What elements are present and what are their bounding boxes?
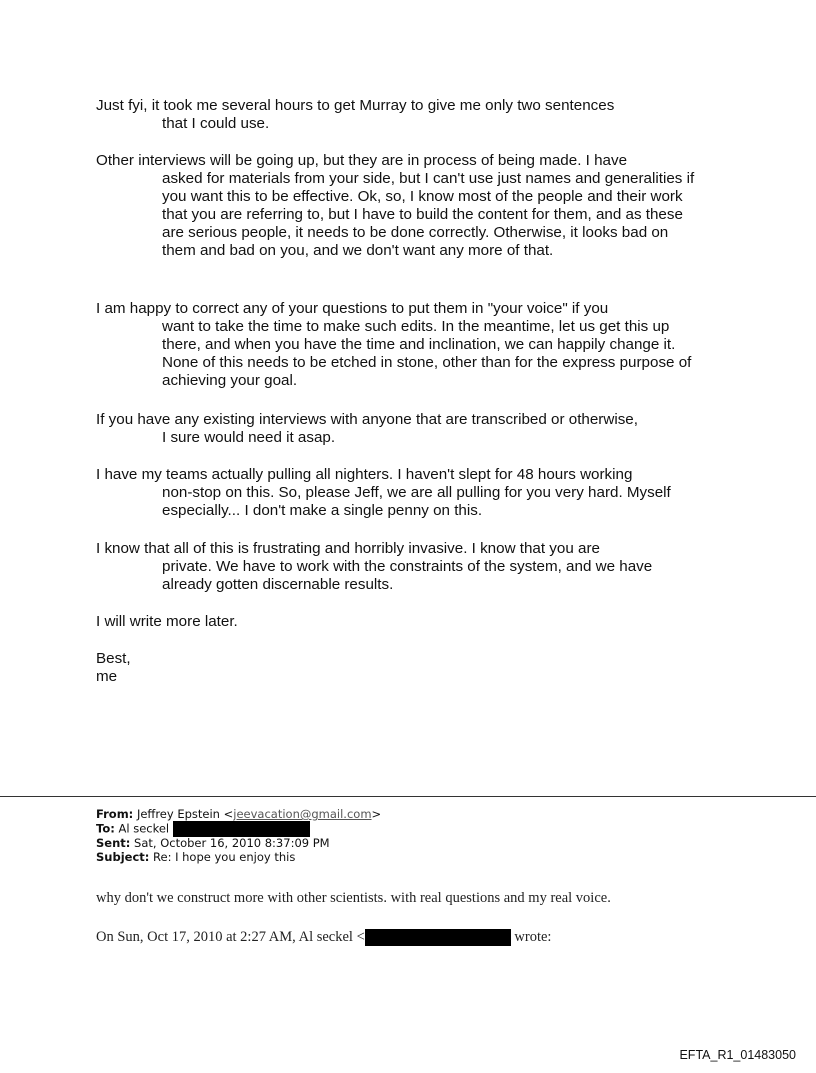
from-name: Jeffrey Epstein < <box>136 807 234 821</box>
closing-line: I will write more later. <box>96 613 238 630</box>
signature: me <box>96 668 118 685</box>
from-close: > <box>371 807 382 821</box>
paragraph-2-continuation: asked for materials from your side, but I can't use just names and generalities if you want this to be effective. Ok, so, I know most of the people and their work that you are referring to, but I have to build the content for them, and as these are serious people, it needs to be done correctly. Otherwise, it looks bad on them and bad on you, and we don't want any more of that. <box>162 170 695 259</box>
document-id: EFTA_R1_01483050 <box>679 1048 796 1062</box>
from-email-link[interactable]: jeevacation@gmail.com <box>233 807 372 821</box>
paragraph-4-first-line: If you have any existing interviews with anyone that are transcribed or otherwise, <box>96 411 638 428</box>
paragraph-2 <box>96 152 696 260</box>
paragraph-5 <box>96 466 696 520</box>
subject-label: Subject: <box>96 850 150 864</box>
from-label: From: <box>96 807 134 821</box>
paragraph-6 <box>96 540 696 594</box>
email-sent-line <box>96 836 330 850</box>
paragraph-2-first-line: Other interviews will be going up, but they are in process of being made. I have <box>96 152 628 169</box>
email-to-line <box>96 821 310 837</box>
paragraph-3 <box>96 300 696 390</box>
paragraph-5-first-line: I have my teams actually pulling all nighters. I haven't slept for 48 hours working <box>96 466 633 483</box>
sent-label: Sent: <box>96 836 131 850</box>
paragraph-1-first-line: Just fyi, it took me several hours to get Murray to give me only two sentences <box>96 97 615 114</box>
paragraph-1 <box>96 97 696 133</box>
paragraph-6-first-line: I know that all of this is frustrating and horribly invasive. I know that you are <box>96 540 600 557</box>
email-from-line <box>96 807 381 821</box>
sign-off: Best, <box>96 650 131 667</box>
paragraph-3-continuation: want to take the time to make such edits. In the meantime, let us get this up there, and when you have the time and inclination, we can happily change it. None of this needs to be etched in stone, other than for the express purpose of achieving your goal. <box>162 318 692 389</box>
to-name: Al seckel <box>118 821 170 836</box>
paragraph-1-continuation: that I could use. <box>162 115 270 132</box>
redaction-block <box>365 929 511 946</box>
quote-suffix: wrote: <box>514 929 552 945</box>
sent-value: Sat, October 16, 2010 8:37:09 PM <box>134 836 330 850</box>
reply-body: why don't we construct more with other scientists. with real questions and my real voice. <box>96 890 611 906</box>
paragraph-4-continuation: I sure would need it asap. <box>162 429 336 446</box>
to-label: To: <box>96 821 115 836</box>
paragraph-3-first-line: I am happy to correct any of your questions to put them in "your voice" if you <box>96 300 609 317</box>
paragraph-5-continuation: non-stop on this. So, please Jeff, we are all pulling for you very hard. Myself especially... I don't make a single penny on this. <box>162 484 671 519</box>
quote-attribution <box>96 928 551 946</box>
paragraph-6-continuation: private. We have to work with the constraints of the system, and we have already gotten discernable results. <box>162 558 653 593</box>
quote-prefix: On Sun, Oct 17, 2010 at 2:27 AM, Al seckel < <box>96 929 365 945</box>
redaction-block <box>173 821 310 837</box>
section-divider <box>0 796 816 797</box>
paragraph-4 <box>96 411 696 447</box>
email-subject-line <box>96 850 295 864</box>
subject-value: Re: I hope you enjoy this <box>153 850 296 864</box>
